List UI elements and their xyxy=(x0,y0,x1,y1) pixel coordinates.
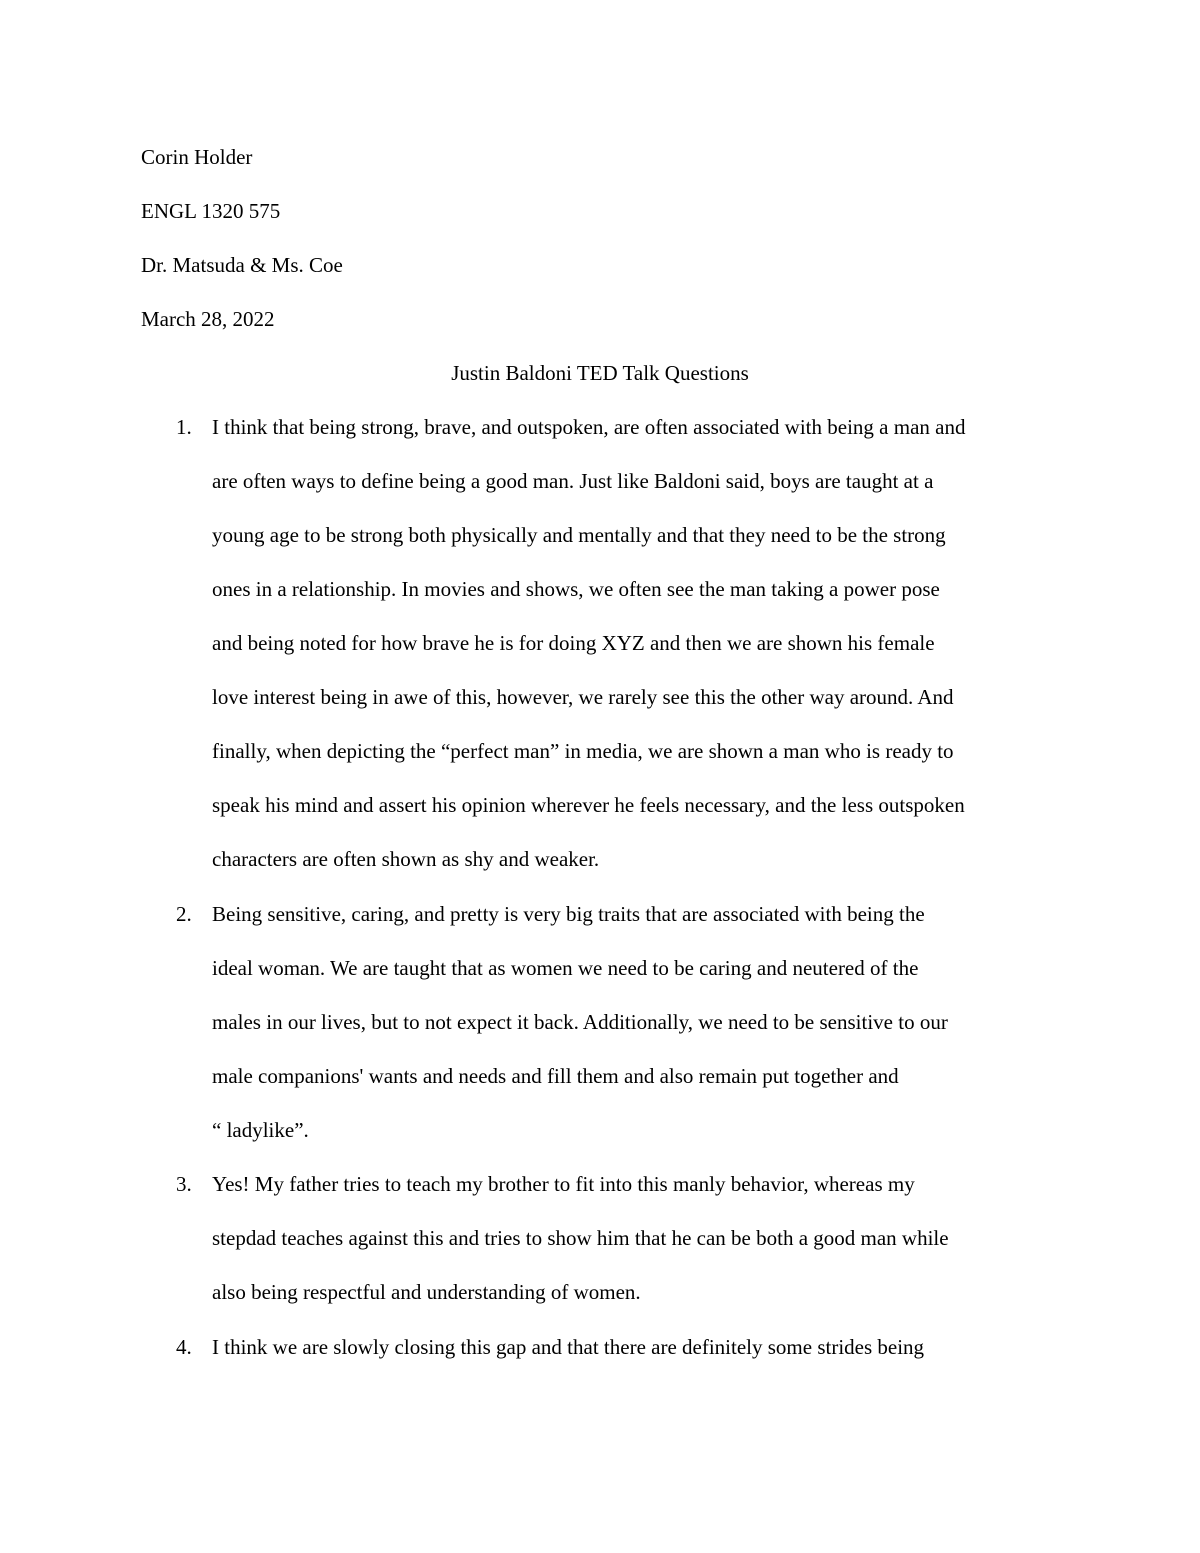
instructor-names: Dr. Matsuda & Ms. Coe xyxy=(141,253,343,277)
answer-line: I think we are slowly closing this gap and that there are definitely some strides being xyxy=(212,1335,925,1359)
answer-line: ones in a relationship. In movies and shows, we often see the man taking a power pose xyxy=(212,577,940,601)
answer-line: speak his mind and assert his opinion wherever he feels necessary, and the less outspoken xyxy=(212,793,965,817)
student-name: Corin Holder xyxy=(141,145,253,169)
answer-line: I think that being strong, brave, and outspoken, are often associated with being a man and xyxy=(212,415,966,439)
answer-line: characters are often shown as shy and weaker. xyxy=(212,847,600,871)
answer-line: and being noted for how brave he is for doing XYZ and then we are shown his female xyxy=(212,631,935,655)
answer-line: Being sensitive, caring, and pretty is very big traits that are associated with being the xyxy=(212,902,925,926)
answer-line: males in our lives, but to not expect it back. Additionally, we need to be sensitive to our xyxy=(212,1010,948,1034)
list-number: 1. xyxy=(176,415,192,439)
document-date: March 28, 2022 xyxy=(141,307,275,331)
answer-line: young age to be strong both physically and mentally and that they need to be the strong xyxy=(212,523,946,547)
course-code: ENGL 1320 575 xyxy=(141,199,281,223)
answer-line: also being respectful and understanding of women. xyxy=(212,1280,641,1304)
list-number: 3. xyxy=(176,1172,192,1196)
answer-line: male companions' wants and needs and fill them and also remain put together and xyxy=(212,1064,899,1088)
answer-line: ideal woman. We are taught that as women we need to be caring and neutered of the xyxy=(212,956,919,980)
answer-line: stepdad teaches against this and tries to show him that he can be both a good man while xyxy=(212,1226,949,1250)
document-title: Justin Baldoni TED Talk Questions xyxy=(451,361,749,385)
list-number: 4. xyxy=(176,1335,192,1359)
answer-line: love interest being in awe of this, however, we rarely see this the other way around. And xyxy=(212,685,954,709)
answer-line: are often ways to define being a good man. Just like Baldoni said, boys are taught at a xyxy=(212,469,934,493)
answer-line: “ ladylike”. xyxy=(212,1118,309,1142)
list-number: 2. xyxy=(176,902,192,926)
answer-line: finally, when depicting the “perfect man” in media, we are shown a man who is ready to xyxy=(212,739,954,763)
answer-line: Yes! My father tries to teach my brother to fit into this manly behavior, whereas my xyxy=(212,1172,915,1196)
